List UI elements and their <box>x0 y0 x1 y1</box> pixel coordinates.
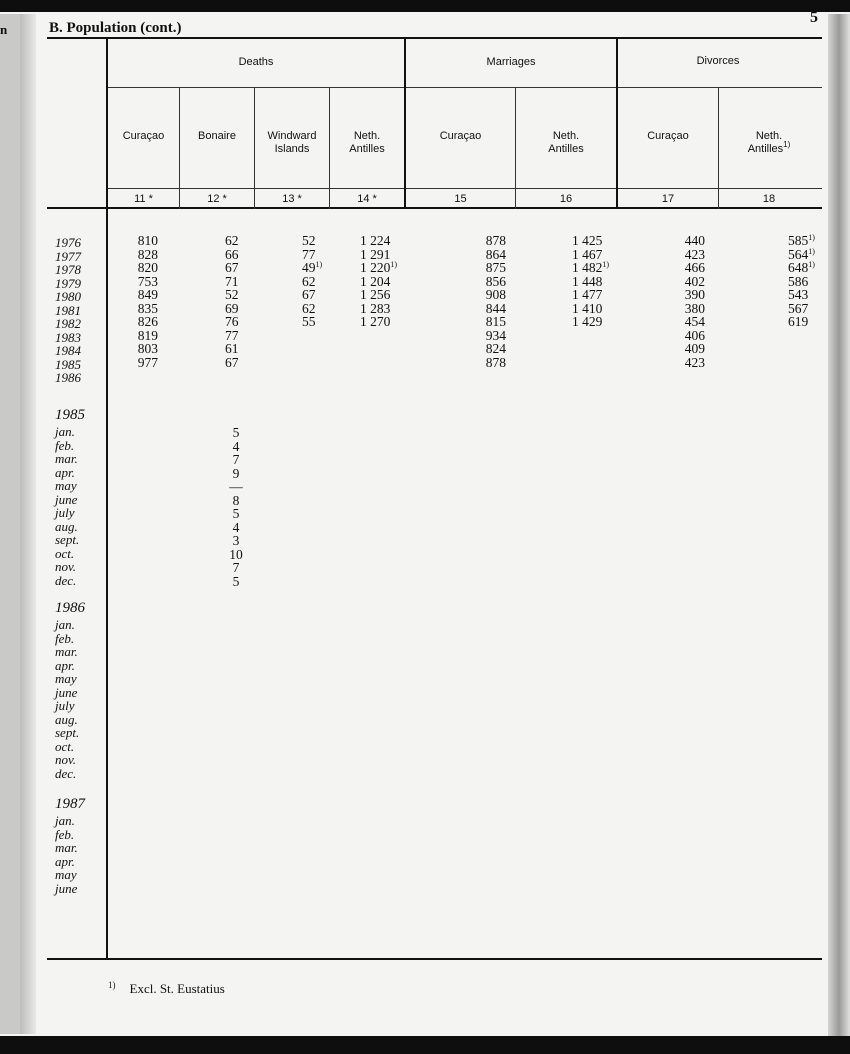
footnote <box>108 980 225 997</box>
group-header-marriages: Marriages <box>486 56 536 68</box>
group-header-deaths: Deaths <box>238 56 274 68</box>
col-header-nethantilles-marriages: Neth. Antilles <box>548 130 584 155</box>
col-header-curacao-divorces: Curaçao <box>647 130 689 142</box>
col18-values: 585$^{1)}$ 564$^{1)}$ 648$^{1)}$ 586 543 567 619 <box>788 233 815 329</box>
group-header-rule <box>106 87 822 88</box>
page-number: 5 <box>810 9 818 26</box>
book-gutter <box>20 14 36 1034</box>
col-number-11: 11 * <box>134 193 153 205</box>
group-header-divorces: Divorces <box>696 55 740 67</box>
monthly-1987-labels: 1987 jan. feb. mar. apr. may june <box>55 796 85 896</box>
col-number-16: 16 <box>559 193 573 205</box>
table-bottom-rule <box>47 958 822 960</box>
col-header-curacao-deaths: Curaçao <box>122 130 165 142</box>
header-bottom-rule <box>47 207 822 209</box>
monthly-1985-labels: 1985 jan. feb. mar. apr. may june july aug. sept. oct. nov. dec. <box>55 407 85 588</box>
footnote-text: Excl. St. Eustatius <box>129 981 225 996</box>
page-edge <box>828 14 850 1036</box>
col17-values: 440 423 466 402 390 380 454 406 409 423 <box>684 233 705 370</box>
document-page <box>0 12 850 1042</box>
col-number-18: 18 <box>762 193 776 205</box>
col14-values: 1 224 1 291 1 220$^{1)}$ 1 204 1 256 1 283 1 270 <box>360 233 398 329</box>
col-number-13: 13 * <box>282 193 302 205</box>
column-number-rule <box>106 188 822 189</box>
col15-values: 878 864 875 856 908 844 815 934 824 878 <box>485 233 506 370</box>
stub-column-divider <box>106 38 108 960</box>
col13-values: 52 77 49$^{1)}$ 62 67 62 55 <box>302 233 323 329</box>
col-header-curacao-marriages: Curaçao <box>439 130 482 142</box>
col-header-bonaire-deaths: Bonaire <box>198 130 236 142</box>
table-top-rule <box>47 37 822 39</box>
col-number-15: 15 <box>454 193 467 205</box>
col12-values: 62 66 67 71 52 69 76 77 61 67 <box>225 233 239 370</box>
col-number-12: 12 * <box>207 193 227 205</box>
footnote-mark: 1) <box>108 980 116 990</box>
col16-values: 1 425 1 467 1 482$^{1)}$ 1 448 1 477 1 410 1 429 <box>572 233 610 329</box>
previous-page-fragment: n <box>0 22 8 37</box>
col-header-nethantilles-deaths: Neth. Antilles <box>349 130 385 155</box>
previous-page-edge <box>0 14 21 1034</box>
monthly-1986-labels: 1986 jan. feb. mar. apr. may june july aug. sept. oct. nov. dec. <box>55 600 85 781</box>
section-title: B. Population (cont.) <box>49 20 182 36</box>
col11-values: 810 828 820 753 849 835 826 819 803 977 <box>137 233 158 370</box>
col-header-nethantilles-divorces: Neth. Antilles$^{1)}$ <box>747 130 791 155</box>
scan-bottom-border <box>0 1036 850 1054</box>
col12-monthly-1985: 5 4 7 9 — 8 5 4 3 10 7 5 <box>229 425 243 589</box>
col-divider <box>179 88 180 209</box>
col-number-17: 17 <box>661 193 675 205</box>
col-number-14: 14 * <box>357 193 377 205</box>
col-header-windward-deaths: Windward Islands <box>267 130 317 155</box>
annual-row-labels: 1976 1977 1978 1979 1980 1981 1982 1983 1984 1985 1986 <box>55 235 81 385</box>
